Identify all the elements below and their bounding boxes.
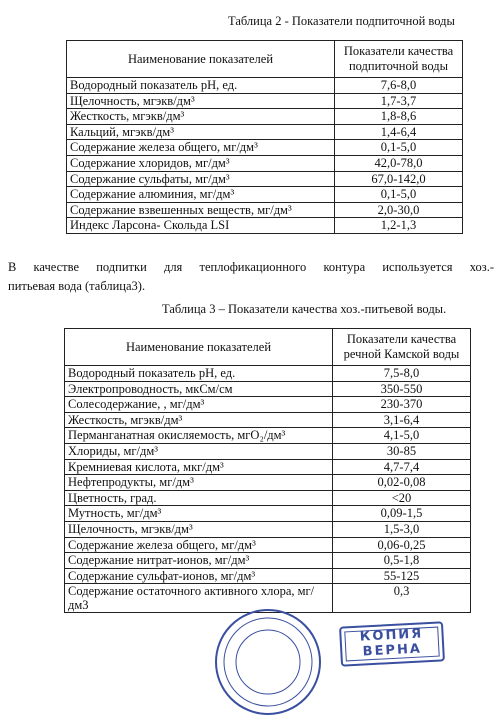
table3-row — [65, 537, 471, 553]
table3-header-name: Наименование показателей — [65, 329, 333, 366]
table2-row — [67, 218, 463, 234]
indicator-name: Нефтепродукты, мг/дм³ — [65, 475, 333, 491]
indicator-value: 0,09-1,5 — [333, 506, 471, 522]
table2-header-name: Наименование показателей — [67, 41, 335, 78]
intro-paragraph — [8, 258, 494, 296]
table2-row — [67, 155, 463, 171]
indicator-value: 1,2-1,3 — [335, 218, 463, 234]
indicator-name: Содержание остаточного активного хлора, мг/дм3 — [65, 584, 333, 613]
indicator-value: 0,1-5,0 — [335, 187, 463, 203]
table3-caption: Таблица 3 – Показатели качества хоз.-питьевой воды. — [162, 302, 447, 316]
indicator-name: Содержание взвешенных веществ, мг/дм³ — [67, 202, 335, 218]
paragraph-line-1: В качестве подпитки для теплофикационного контура используется хоз.- — [8, 260, 494, 274]
indicator-name: Содержание сульфаты, мг/дм³ — [67, 171, 335, 187]
table2-row — [67, 78, 463, 94]
table3-row — [65, 521, 471, 537]
table3-row — [65, 506, 471, 522]
indicator-name: Перманганатная окисляемость, мгO₂/дм³ — [65, 428, 333, 444]
indicator-value: 42,0-78,0 — [335, 155, 463, 171]
indicator-value: 55-125 — [333, 568, 471, 584]
table2-body — [67, 78, 463, 234]
indicator-name: Содержание нитрат-ионов, мг/дм³ — [65, 553, 333, 569]
table3-row — [65, 553, 471, 569]
table3-row — [65, 381, 471, 397]
table2-row — [67, 109, 463, 125]
table2-row — [67, 140, 463, 156]
indicator-name: Водородный показатель pH, ед. — [67, 78, 335, 94]
table2-caption: Таблица 2 - Показатели подпиточной воды — [228, 14, 455, 28]
indicator-value: 3,1-6,4 — [333, 412, 471, 428]
indicator-value: <20 — [333, 490, 471, 506]
indicator-value: 0,1-5,0 — [335, 140, 463, 156]
table3-body — [65, 366, 471, 613]
indicator-name: Щелочность, мгэкв/дм³ — [67, 93, 335, 109]
indicator-value: 4,7-7,4 — [333, 459, 471, 475]
indicator-name: Щелочность, мгэкв/дм³ — [65, 521, 333, 537]
table3-row — [65, 397, 471, 413]
stamp-copy-text: КОПИЯ — [359, 626, 424, 645]
indicator-value: 0,06-0,25 — [333, 537, 471, 553]
indicator-name: Солесодержание, , мг/дм³ — [65, 397, 333, 413]
indicator-value: 0,5-1,8 — [333, 553, 471, 569]
table3-row — [65, 412, 471, 428]
table2-row — [67, 124, 463, 140]
table3-row — [65, 490, 471, 506]
indicator-name: Содержание сульфат-ионов, мг/дм³ — [65, 568, 333, 584]
indicator-value: 2,0-30,0 — [335, 202, 463, 218]
table3-row — [65, 459, 471, 475]
table2-header-value: Показатели качества подпиточной воды — [335, 41, 463, 78]
indicator-name: Жесткость, мгэкв/дм³ — [67, 109, 335, 125]
indicator-value: 30-85 — [333, 443, 471, 459]
table3-drinking-water — [64, 328, 471, 613]
indicator-value: 1,7-3,7 — [335, 93, 463, 109]
paragraph-line-2: питьевая вода (таблица3). — [8, 279, 146, 293]
indicator-name: Содержание алюминия, мг/дм³ — [67, 187, 335, 203]
indicator-name: Жесткость, мгэкв/дм³ — [65, 412, 333, 428]
indicator-name: Кремниевая кислота, мкг/дм³ — [65, 459, 333, 475]
company-round-seal — [212, 606, 324, 718]
table2-row — [67, 93, 463, 109]
indicator-value: 67,0-142,0 — [335, 171, 463, 187]
indicator-value: 230-370 — [333, 397, 471, 413]
indicator-name: Хлориды, мг/дм³ — [65, 443, 333, 459]
indicator-name: Содержание железа общего, мг/дм³ — [67, 140, 335, 156]
copy-true-stamp — [339, 621, 445, 666]
table2-row — [67, 171, 463, 187]
indicator-name: Содержание железа общего, мг/дм³ — [65, 537, 333, 553]
table2-water-makeup — [66, 40, 463, 234]
indicator-name: Кальций, мгэкв/дм³ — [67, 124, 335, 140]
table3-row — [65, 568, 471, 584]
indicator-value: 7,5-8,0 — [333, 366, 471, 382]
indicator-name: Электропроводность, мкСм/см — [65, 381, 333, 397]
indicator-value: 1,5-3,0 — [333, 521, 471, 537]
indicator-value: 350-550 — [333, 381, 471, 397]
table3-row — [65, 428, 471, 444]
table3-row — [65, 443, 471, 459]
indicator-value: 7,6-8,0 — [335, 78, 463, 94]
indicator-name: Содержание хлоридов, мг/дм³ — [67, 155, 335, 171]
indicator-name: Водородный показатель pH, ед. — [65, 366, 333, 382]
indicator-value: 1,8-8,6 — [335, 109, 463, 125]
table3-row — [65, 366, 471, 382]
indicator-value: 4,1-5,0 — [333, 428, 471, 444]
table2-row — [67, 202, 463, 218]
stamp-true-text: ВЕРНА — [362, 641, 423, 660]
table2-row — [67, 187, 463, 203]
indicator-name: Мутность, мг/дм³ — [65, 506, 333, 522]
indicator-name: Индекс Ларсона- Скольда LSI — [67, 218, 335, 234]
indicator-value: 1,4-6,4 — [335, 124, 463, 140]
indicator-value: 0,3 — [333, 584, 471, 613]
indicator-name: Цветность, град. — [65, 490, 333, 506]
table3-row — [65, 475, 471, 491]
indicator-value: 0,02-0,08 — [333, 475, 471, 491]
table3-header-value: Показатели качества речной Камской воды — [333, 329, 471, 366]
